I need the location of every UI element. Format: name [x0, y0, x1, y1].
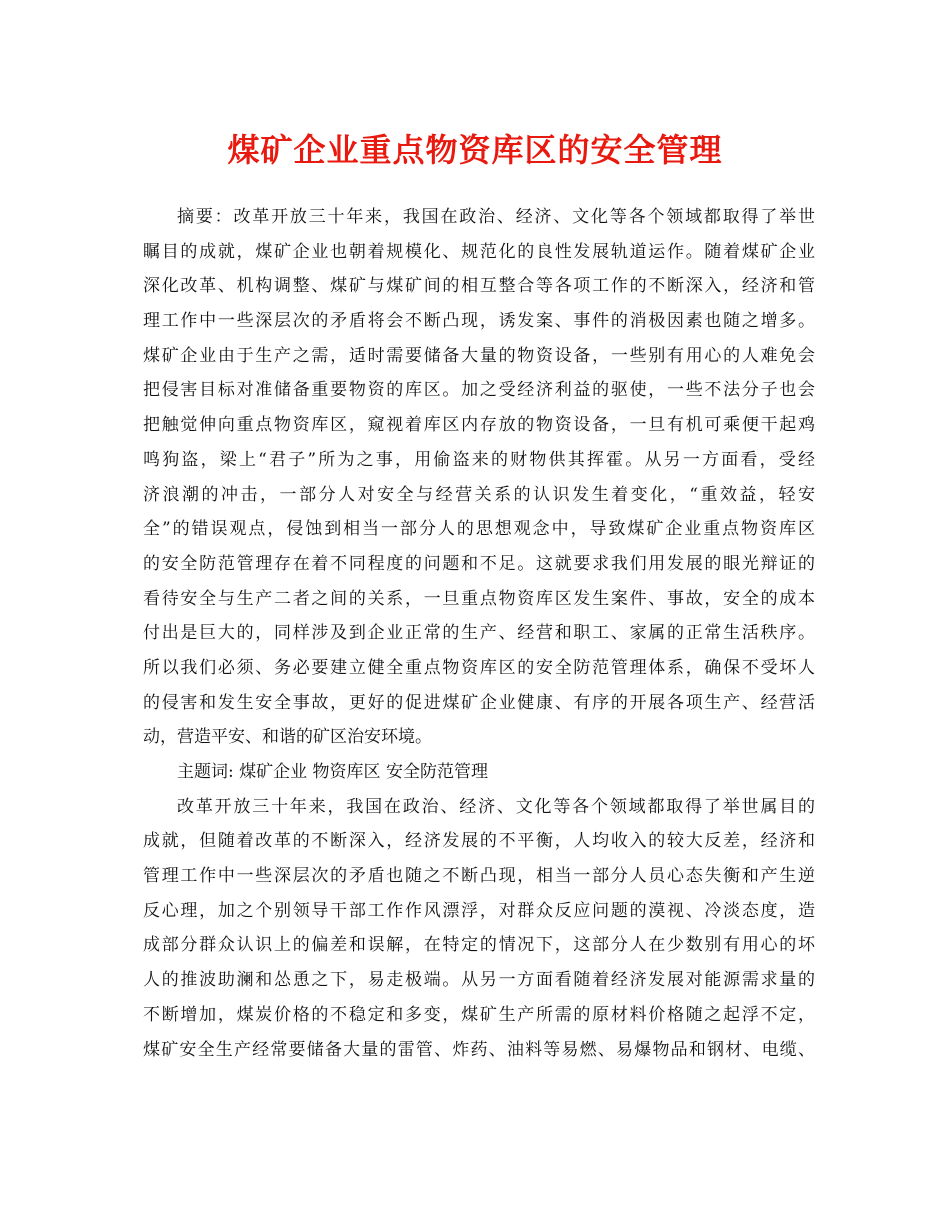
body-line: 不断增加，煤炭价格的不稳定和多变，煤矿生产所需的原材料价格随之起浮不定，	[143, 1004, 815, 1025]
abstract-line: 把触觉伸向重点物资库区，窥视着库区内存放的物资设备，一旦有机可乘便干起鸡	[143, 415, 815, 436]
document-title: 煤矿企业重点物资库区的安全管理	[227, 131, 723, 169]
abstract-line: 瞩目的成就，煤矿企业也朝着规模化、规范化的良性发展轨道运作。随着煤矿企业	[143, 241, 815, 262]
abstract-line: 鸣狗盗，梁上“君子”所为之事，用偷盗来的财物供其挥霍。从另一方面看，受经	[143, 449, 815, 470]
keywords-line: 主题词: 煤矿企业 物资库区 安全防范管理	[177, 762, 488, 782]
body-line: 管理工作中一些深层次的矛盾也随之不断凸现，相当一部分人员心态失衡和产生逆	[143, 866, 815, 887]
abstract-line: 摘要：改革开放三十年来，我国在政治、经济、文化等各个领域都取得了举世	[177, 207, 815, 227]
abstract-line: 所以我们必须、务必要建立健全重点物资库区的安全防范管理体系，确保不受坏人	[143, 657, 815, 678]
abstract-line: 的侵害和发生安全事故，更好的促进煤矿企业健康、有序的开展各项生产、经营活	[143, 692, 815, 713]
abstract-line: 深化改革、机构调整、煤矿与煤矿间的相互整合等各项工作的不断深入，经济和管	[143, 276, 815, 297]
body-line: 成部分群众认识上的偏差和误解，在特定的情况下，这部分人在少数别有用心的坏	[143, 935, 815, 956]
abstract-line: 动，营造平安、和谐的矿区治安环境。	[143, 727, 432, 748]
abstract-line: 看待安全与生产二者之间的关系，一旦重点物资库区发生案件、事故，安全的成本	[143, 588, 815, 609]
body-line: 成就，但随着改革的不断深入，经济发展的不平衡，人均收入的较大反差，经济和	[143, 831, 815, 852]
abstract-line: 理工作中一些深层次的矛盾将会不断凸现，诱发案、事件的消极因素也随之增多。	[143, 311, 815, 332]
document-body	[143, 200, 815, 1067]
body-line: 反心理，加之个别领导干部工作作风漂浮，对群众反应问题的漠视、冷淡态度，造	[143, 900, 815, 921]
abstract-line: 全”的错误观点，侵蚀到相当一部分人的思想观念中，导致煤矿企业重点物资库区	[143, 519, 815, 540]
abstract-line: 把侵害目标对准储备重要物资的库区。加之受经济利益的驱使，一些不法分子也会	[143, 380, 815, 401]
body-line: 煤矿安全生产经常要储备大量的雷管、炸药、油料等易燃、易爆物品和钢材、电缆、	[143, 1039, 815, 1060]
body-line: 改革开放三十年来，我国在政治、经济、文化等各个领域都取得了举世属目的	[177, 796, 815, 817]
abstract-line: 济浪潮的冲击，一部分人对安全与经营关系的认识发生着变化，“重效益，轻安	[143, 484, 815, 505]
abstract-line: 煤矿企业由于生产之需，适时需要储备大量的物资设备，一些别有用心的人难免会	[143, 345, 815, 366]
abstract-line: 付出是巨大的，同样涉及到企业正常的生产、经营和职工、家属的正常生活秩序。	[143, 623, 815, 644]
abstract-line: 的安全防范管理存在着不同程度的问题和不足。这就要求我们用发展的眼光辩证的	[143, 553, 815, 574]
body-line: 人的推波助澜和怂恿之下，易走极端。从另一方面看随着经济发展对能源需求量的	[143, 970, 815, 991]
